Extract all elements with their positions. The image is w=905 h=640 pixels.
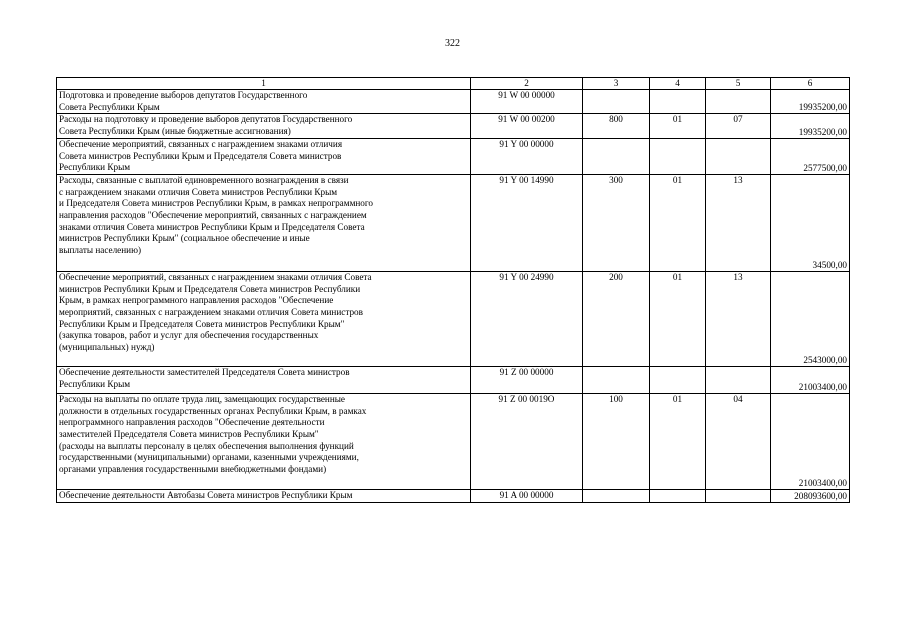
row-col4	[650, 490, 706, 503]
row-name: Обеспечение деятельности Автобазы Совета министров Республики Крым	[57, 490, 471, 503]
table-row	[57, 114, 850, 139]
row-sum: 19935200,00	[771, 90, 850, 114]
row-name: Расходы на подготовку и проведение выборов депутатов Государственного Совета Республики Крым (иные бюджетные ассигнования)	[57, 114, 471, 139]
row-sum: 34500,00	[771, 175, 850, 272]
row-col3	[583, 90, 650, 114]
table-row	[57, 394, 850, 490]
row-code: 91 Z 00 0019O	[471, 394, 583, 490]
row-col4	[650, 90, 706, 114]
row-col5: 13	[706, 175, 771, 272]
row-col3: 200	[583, 272, 650, 367]
row-code: 91 Z 00 00000	[471, 367, 583, 394]
row-sum: 2543000,00	[771, 272, 850, 367]
row-col4	[650, 367, 706, 394]
row-name: Подготовка и проведение выборов депутатов Государственного Совета Республики Крым	[57, 90, 471, 114]
row-sum: 208093600,00	[771, 490, 850, 503]
column-header: 2	[471, 78, 583, 90]
column-header: 5	[706, 78, 771, 90]
row-col3: 100	[583, 394, 650, 490]
row-code: 91 W 00 00000	[471, 90, 583, 114]
row-col4	[650, 139, 706, 175]
table-row	[57, 139, 850, 175]
row-sum: 21003400,00	[771, 367, 850, 394]
row-col5	[706, 90, 771, 114]
row-name: Расходы на выплаты по оплате труда лиц, замещающих государственные должности в отдельных государственных органах Республики Крым, в рамках непрограммного направления расходов "Обеспечение деятельности заместителей Председателя Совета министров Республики Крым" (расходы на выплаты персоналу в целях обеспечения выполнения функций государственными (муниципальными) органами, казенными учреждениями, органами управления государственными внебюджетными фондами)	[57, 394, 471, 490]
row-col5: 07	[706, 114, 771, 139]
column-header: 1	[57, 78, 471, 90]
row-sum: 19935200,00	[771, 114, 850, 139]
row-code: 91 W 00 00200	[471, 114, 583, 139]
row-col3: 800	[583, 114, 650, 139]
row-col5	[706, 367, 771, 394]
row-col4: 01	[650, 114, 706, 139]
row-col3	[583, 139, 650, 175]
table-row	[57, 490, 850, 503]
row-name: Обеспечение мероприятий, связанных с награждением знаками отличия Совета министров Республики Крым и Председателя Совета министров Республики Крым, в рамках непрограммного направления расходов "Обеспечение мероприятий, связанных с награждением знаками отличия Совета министров Республики Крым и Председателя Совета министров Республики Крым" (закупка товаров, работ и услуг для обеспечения государственных (муниципальных) нужд)	[57, 272, 471, 367]
page-number: 322	[445, 38, 460, 49]
row-sum: 2577500,00	[771, 139, 850, 175]
row-code: 91 A 00 00000	[471, 490, 583, 503]
column-header: 3	[583, 78, 650, 90]
column-header: 4	[650, 78, 706, 90]
column-header: 6	[771, 78, 850, 90]
row-code: 91 Y 00 14990	[471, 175, 583, 272]
budget-table	[56, 77, 850, 503]
row-col5: 13	[706, 272, 771, 367]
table-header-row	[57, 78, 850, 90]
row-col3	[583, 490, 650, 503]
row-name: Обеспечение деятельности заместителей Председателя Совета министров Республики Крым	[57, 367, 471, 394]
row-col3	[583, 367, 650, 394]
row-col5	[706, 139, 771, 175]
row-code: 91 Y 00 00000	[471, 139, 583, 175]
row-col3: 300	[583, 175, 650, 272]
row-col5	[706, 490, 771, 503]
table-row	[57, 272, 850, 367]
table-row	[57, 367, 850, 394]
row-sum: 21003400,00	[771, 394, 850, 490]
row-col5: 04	[706, 394, 771, 490]
row-col4: 01	[650, 272, 706, 367]
row-code: 91 Y 00 24990	[471, 272, 583, 367]
table-row	[57, 90, 850, 114]
row-name: Обеспечение мероприятий, связанных с награждением знаками отличия Совета министров Республики Крым и Председателя Совета министров Республики Крым	[57, 139, 471, 175]
row-name: Расходы, связанные с выплатой единовременного вознаграждения в связи с награждением знаками отличия Совета министров Республики Крым и Председателя Совета министров Республики Крым, в рамках непрограммного направления расходов "Обеспечение мероприятий, связанных с награждением знаками отличия Совета министров Республики Крым и Председателя Совета министров Республики Крым" (социальное обеспечение и иные выплаты населению)	[57, 175, 471, 272]
row-col4: 01	[650, 394, 706, 490]
row-col4: 01	[650, 175, 706, 272]
table-row	[57, 175, 850, 272]
